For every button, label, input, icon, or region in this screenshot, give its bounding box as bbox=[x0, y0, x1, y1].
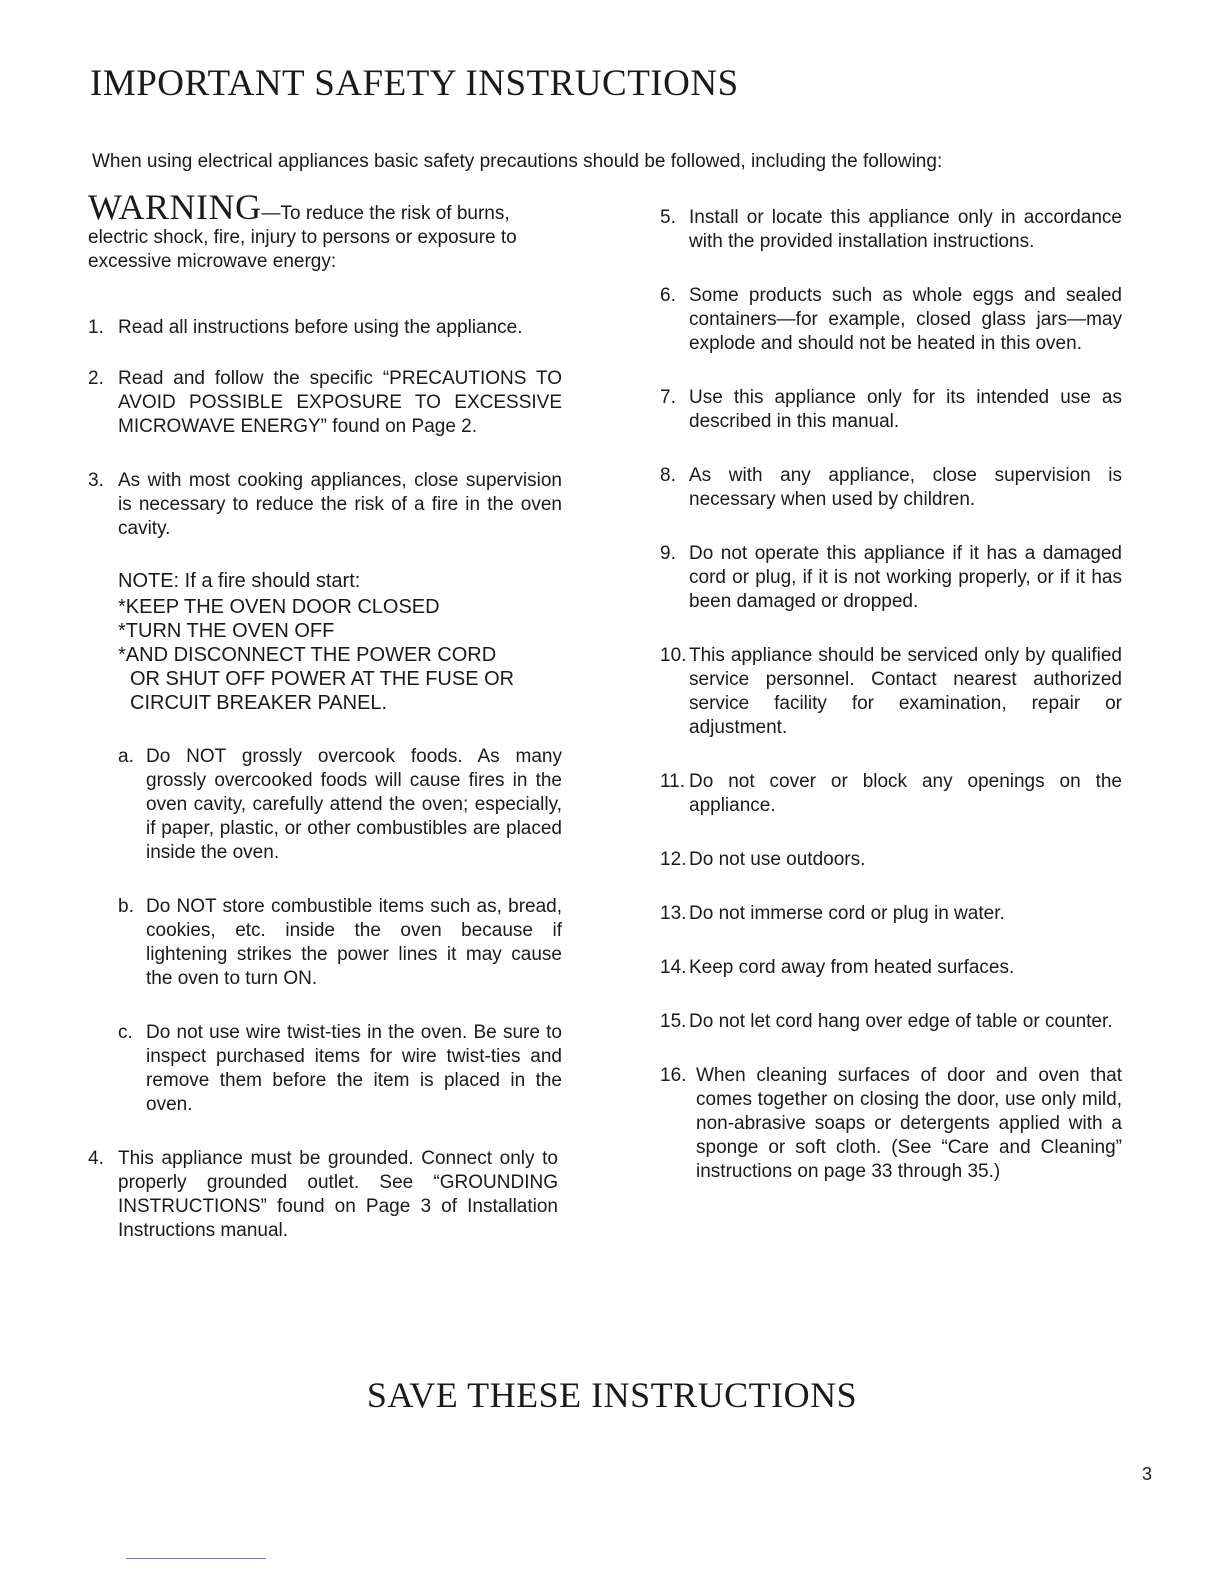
sub-item-a bbox=[88, 745, 562, 865]
note-line: CIRCUIT BREAKER PANEL. bbox=[130, 692, 388, 714]
item-text: Do not cover or block any openings on the appliance. bbox=[689, 771, 1122, 816]
page-title: IMPORTANT SAFETY INSTRUCTIONS bbox=[90, 63, 739, 104]
instruction-item-12 bbox=[660, 848, 1122, 872]
item-text: Read all instructions before using the appliance. bbox=[118, 317, 523, 338]
sub-item-c bbox=[88, 1021, 562, 1117]
instruction-item-13 bbox=[660, 902, 1122, 926]
item-text: This appliance must be grounded. Connect only to properly grounded outlet. See “GROUNDING INSTRUCTIONS” found on Page 3 of Installation Instructions manual. bbox=[118, 1148, 558, 1241]
sub-item-letter: a. bbox=[118, 746, 134, 767]
footer-title: SAVE THESE INSTRUCTIONS bbox=[366, 1375, 858, 1415]
instruction-item-1 bbox=[88, 316, 562, 340]
left-column bbox=[88, 187, 562, 1243]
item-text: Do not immerse cord or plug in water. bbox=[689, 903, 1005, 924]
note-line: *AND DISCONNECT THE POWER CORD bbox=[118, 644, 497, 666]
instruction-item-10 bbox=[660, 644, 1122, 740]
instruction-item-15 bbox=[660, 1010, 1122, 1034]
item-number: 15. bbox=[660, 1011, 687, 1032]
item-number: 12. bbox=[660, 849, 687, 870]
item-text: Use this appliance only for its intended use as described in this manual. bbox=[689, 387, 1122, 432]
note-line: OR SHUT OFF POWER AT THE FUSE OR bbox=[130, 668, 515, 690]
instruction-item-6 bbox=[660, 284, 1122, 356]
item-text: Install or locate this appliance only in accordance with the provided installation instructions. bbox=[689, 207, 1122, 252]
item-text: Do not use outdoors. bbox=[689, 849, 866, 870]
instruction-item-5 bbox=[660, 206, 1122, 254]
item-text: As with any appliance, close supervision is necessary when used by children. bbox=[689, 465, 1122, 510]
instruction-item-2 bbox=[88, 367, 562, 439]
item-text: As with most cooking appliances, close supervision is necessary to reduce the risk of a fire in the oven cavity. bbox=[118, 470, 562, 539]
instruction-item-14 bbox=[660, 956, 1122, 980]
sub-item-text: Do NOT grossly overcook foods. As many grossly overcooked foods will cause fires in the oven cavity, carefully attend the oven; especially, if paper, plastic, or other combustibles are placed inside the oven. bbox=[146, 746, 562, 863]
item-text: Some products such as whole eggs and sealed containers—for example, closed glass jars—may explode and should not be heated in this oven. bbox=[689, 285, 1122, 354]
item-number: 5. bbox=[660, 207, 676, 228]
note-line: *KEEP THE OVEN DOOR CLOSED bbox=[118, 596, 440, 618]
warning-text: —To reduce the risk of burns, electric shock, fire, injury to persons or exposure to excessive microwave energy: bbox=[88, 203, 517, 272]
warning-heading: WARNING bbox=[88, 187, 262, 227]
item-number: 10. bbox=[660, 645, 687, 666]
item-number: 9. bbox=[660, 543, 676, 564]
instruction-item-3 bbox=[88, 469, 562, 541]
warning-paragraph bbox=[88, 187, 562, 274]
item-text: Do not operate this appliance if it has a damaged cord or plug, if it is not working properly, or if it has been damaged or dropped. bbox=[689, 543, 1122, 612]
item-number: 16. bbox=[660, 1065, 687, 1086]
footer-rule bbox=[126, 1558, 266, 1559]
instruction-item-4 bbox=[88, 1147, 558, 1243]
item-text: When cleaning surfaces of door and oven that comes together on closing the door, use only mild, non-abrasive soaps or detergents applied with a sponge or soft cloth. (See “Care and Cleaning” instructions on page 33 through 35.) bbox=[696, 1065, 1122, 1182]
right-column bbox=[660, 192, 1122, 1184]
item-text: This appliance should be serviced only by qualified service personnel. Contact nearest authorized service facility for examination, repair or adjustment. bbox=[689, 645, 1122, 738]
fire-note bbox=[88, 569, 562, 715]
instruction-item-8 bbox=[660, 464, 1122, 512]
instruction-item-16 bbox=[660, 1064, 1122, 1184]
sub-item-b bbox=[88, 895, 562, 991]
item-number: 8. bbox=[660, 465, 676, 486]
item-number: 13. bbox=[660, 903, 687, 924]
note-line: *TURN THE OVEN OFF bbox=[118, 620, 335, 642]
page-number: 3 bbox=[1142, 1464, 1153, 1484]
sub-item-letter: c. bbox=[118, 1022, 133, 1043]
note-intro: NOTE: If a fire should start: bbox=[118, 570, 361, 592]
item-number: 3. bbox=[88, 470, 104, 491]
item-number: 4. bbox=[88, 1148, 104, 1169]
item-number: 14. bbox=[660, 957, 687, 978]
sub-item-letter: b. bbox=[118, 896, 134, 917]
instruction-item-7 bbox=[660, 386, 1122, 434]
item-number: 2. bbox=[88, 368, 104, 389]
intro-text: When using electrical appliances basic safety precautions should be followed, including the following: bbox=[92, 151, 943, 172]
sub-item-text: Do not use wire twist-ties in the oven. Be sure to inspect purchased items for wire twist-ties and remove them before the item is placed in the oven. bbox=[146, 1022, 562, 1115]
item-number: 11. bbox=[660, 771, 686, 792]
sub-item-text: Do NOT store combustible items such as, bread, cookies, etc. inside the oven because if lightening strikes the power lines it may cause the oven to turn ON. bbox=[146, 896, 562, 989]
item-number: 7. bbox=[660, 387, 676, 408]
item-text: Do not let cord hang over edge of table or counter. bbox=[689, 1011, 1113, 1032]
item-number: 6. bbox=[660, 285, 676, 306]
item-number: 1. bbox=[88, 317, 104, 338]
instruction-item-11 bbox=[660, 770, 1122, 818]
item-text: Read and follow the specific “PRECAUTIONS TO AVOID POSSIBLE EXPOSURE TO EXCESSIVE MICROWAVE ENERGY” found on Page 2. bbox=[118, 368, 562, 437]
instruction-item-9 bbox=[660, 542, 1122, 614]
item-text: Keep cord away from heated surfaces. bbox=[689, 957, 1015, 978]
